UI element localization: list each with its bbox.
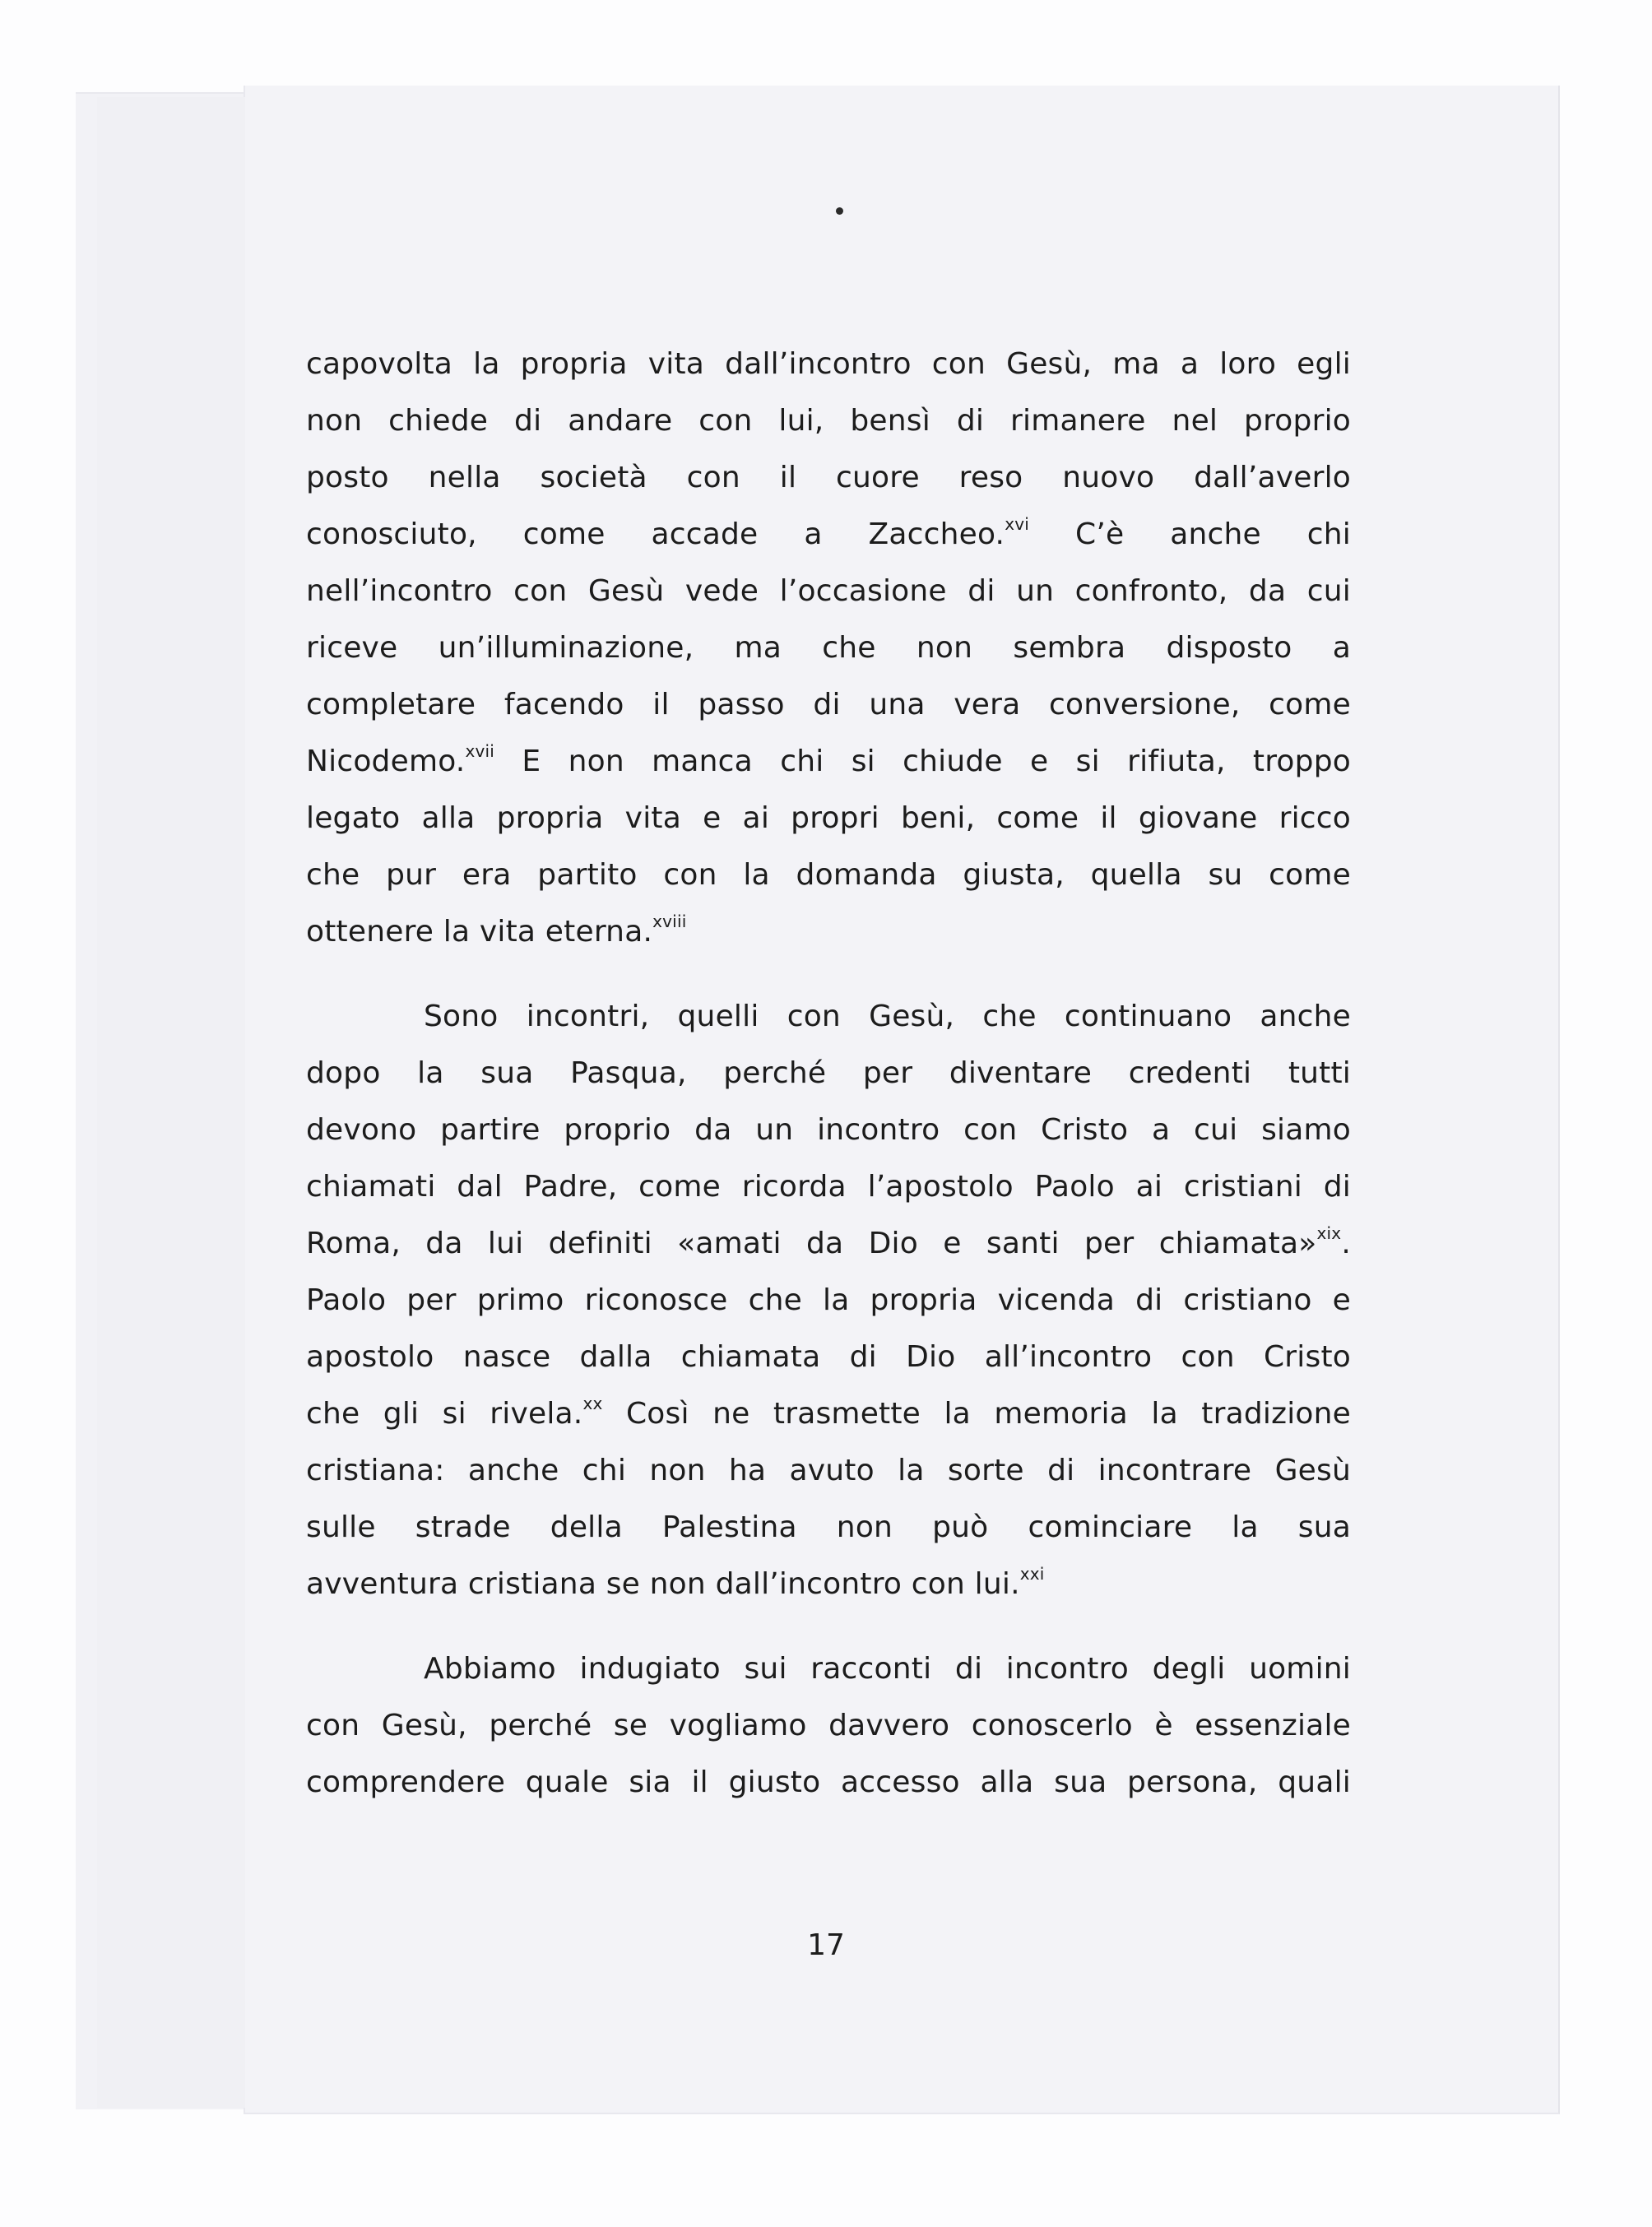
text-line: che gli si rivela.$^{xx}$ Così ne trasmette la memoria la tradizione — [306, 1394, 1351, 1431]
text-line: posto nella società con il cuore reso nuovo dall’averlo — [306, 461, 1351, 494]
paragraph-gap — [306, 960, 1351, 988]
text-line: devono partire proprio da un incontro con Cristo a cui siamo — [306, 1113, 1351, 1147]
body-text — [306, 336, 1351, 1811]
text-line: Paolo per primo riconosce che la propria vicenda di cristiano e — [306, 1283, 1351, 1317]
text-line: Roma, da lui definiti «amati da Dio e santi per chiamata»$^{xix}$. — [306, 1223, 1351, 1260]
text-line: conosciuto, come accade a Zaccheo.$^{xvi}$ C’è anche chi — [306, 514, 1351, 551]
endnote-marker: xx — [582, 1394, 603, 1413]
page-number: 17 — [807, 1928, 845, 1962]
text-line: che pur era partito con la domanda giusta, quella su come — [306, 858, 1351, 892]
text-line: Sono incontri, quelli con Gesù, che continuano anche — [424, 1000, 1351, 1033]
text-line: riceve un’illuminazione, ma che non sembra disposto a — [306, 631, 1351, 665]
endnote-marker: xvii — [465, 741, 495, 761]
endnote-marker: xvi — [1005, 514, 1030, 534]
text-line: avventura cristiana se non dall’incontro con lui.$^{xxi}$ — [306, 1564, 1045, 1601]
text-line: Nicodemo.$^{xvii}$ E non manca chi si chiude e si rifiuta, troppo — [306, 741, 1351, 778]
endnote-marker: xix — [1316, 1223, 1342, 1243]
text-line: sulle strade della Palestina non può cominciare la sua — [306, 1510, 1351, 1544]
text-line: comprendere quale sia il giusto accesso alla sua persona, quali — [306, 1765, 1351, 1799]
endnote-marker: xxi — [1019, 1564, 1045, 1584]
text-line: non chiede di andare con lui, bensì di rimanere nel proprio — [306, 404, 1351, 438]
text-line: Abbiamo indugiato sui racconti di incontro degli uomini — [424, 1652, 1351, 1686]
text-line: dopo la sua Pasqua, perché per diventare credenti tutti — [306, 1056, 1351, 1090]
page-sheet-left-edge — [97, 97, 245, 2108]
text-line: chiamati dal Padre, come ricorda l’apostolo Paolo ai cristiani di — [306, 1170, 1351, 1204]
text-line: con Gesù, perché se vogliamo davvero conoscerlo è essenziale — [306, 1709, 1351, 1742]
text-line: completare facendo il passo di una vera conversione, come — [306, 688, 1351, 721]
text-line: cristiana: anche chi non ha avuto la sorte di incontrare Gesù — [306, 1454, 1351, 1487]
text-line: apostolo nasce dalla chiamata di Dio all’incontro con Cristo — [306, 1340, 1351, 1374]
text-line: capovolta la propria vita dall’incontro con Gesù, ma a loro egli — [306, 347, 1351, 381]
endnote-marker: xviii — [652, 912, 687, 931]
text-line: nell’incontro con Gesù vede l’occasione di un confronto, da cui — [306, 574, 1351, 608]
text-line: ottenere la vita eterna.$^{xviii}$ — [306, 912, 687, 949]
text-line: legato alla propria vita e ai propri beni, come il giovane ricco — [306, 801, 1351, 835]
top-dot-mark — [836, 207, 843, 215]
paragraph-gap — [306, 1612, 1351, 1640]
